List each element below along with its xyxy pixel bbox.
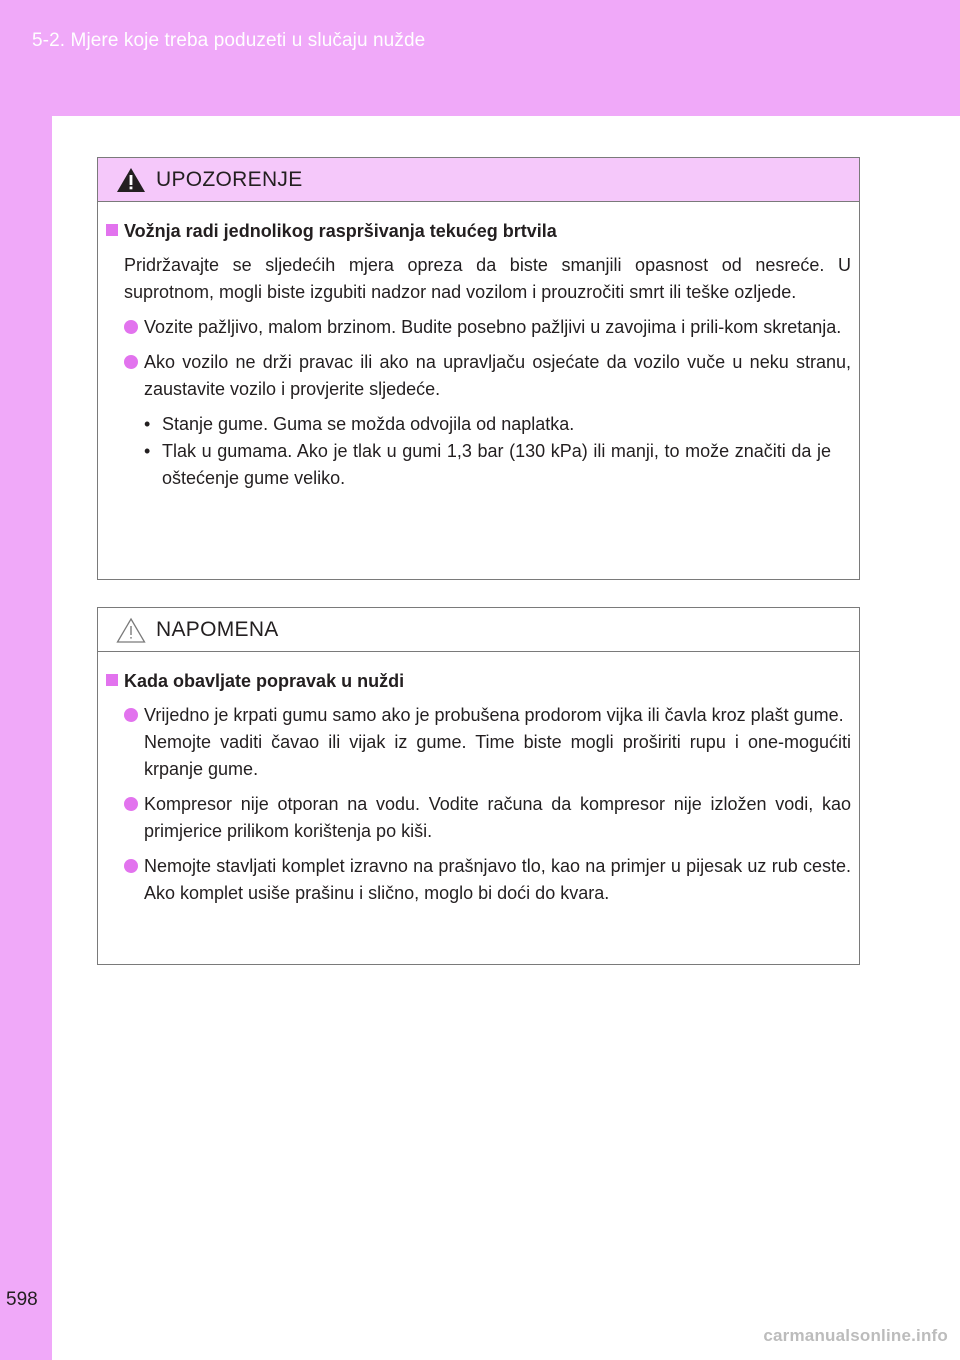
notice-box: [97, 607, 860, 965]
round-bullet-icon: [124, 320, 138, 334]
round-bullet-icon: [124, 708, 138, 722]
warning-triangle-filled-icon: [116, 167, 146, 193]
list-item-text: [144, 702, 851, 783]
notice-title: NAPOMENA: [156, 617, 279, 641]
square-bullet-icon: [106, 674, 118, 686]
list-item: [124, 791, 851, 845]
check-list-item-text: Tlak u gumama. Ako je tlak u gumi 1,3 bar (130 kPa) ili manji, to može značiti da je oštećenje gume veliko.: [162, 441, 831, 488]
check-list-item-text: Stanje gume. Guma se možda odvojila od naplatka.: [162, 414, 575, 434]
list-item: [124, 349, 851, 403]
list-item-text: Ako vozilo ne drži pravac ili ako na upravljaču osjećate da vozilo vuče u neku stranu, zaustavite vozilo i provjerite sljedeće.: [144, 352, 851, 399]
list-item: [124, 853, 851, 907]
warning-box: [97, 157, 860, 580]
notice-subheading-text: Kada obavljate popravak u nuždi: [124, 671, 405, 691]
check-list-item: [144, 411, 851, 438]
notice-body: [98, 652, 859, 907]
round-bullet-icon: [124, 355, 138, 369]
side-band: [0, 116, 52, 1360]
round-bullet-icon: [124, 859, 138, 873]
notice-box-header: [98, 608, 859, 652]
page-number: 598: [6, 1289, 38, 1310]
list-item-text: Vozite pažljivo, malom brzinom. Budite posebno pažljivi u zavojima i prili-kom skretanja.: [144, 317, 842, 337]
round-bullet-icon: [124, 797, 138, 811]
warning-box-header: [98, 158, 859, 202]
warning-subheading-text: Vožnja radi jednolikog raspršivanja tekućeg brtvila: [124, 221, 557, 241]
middle-dot-bullet: •: [144, 441, 151, 461]
section-title: 5-2. Mjere koje treba poduzeti u slučaju nužde: [32, 30, 426, 51]
header-band: [0, 0, 960, 116]
list-item-text: Kompresor nije otporan na vodu. Vodite računa da kompresor nije izložen vodi, kao primjerice prilikom korištenja po kiši.: [144, 794, 851, 841]
watermark: carmanualsonline.info: [763, 1326, 948, 1345]
check-list: [144, 411, 851, 492]
warning-title: UPOZORENJE: [156, 167, 303, 191]
check-list-item: [144, 438, 851, 492]
notice-subheading: [106, 668, 851, 694]
square-bullet-icon: [106, 224, 118, 236]
middle-dot-bullet: •: [144, 414, 151, 434]
warning-triangle-outline-icon: [116, 617, 146, 643]
warning-intro: Pridržavajte se sljedećih mjera opreza da biste smanjili opasnost od nesreće. U suprotnom, mogli biste izgubiti nadzor nad vozilom i prouzročiti smrt ili teške ozljede.: [124, 255, 851, 302]
list-item: [124, 314, 851, 341]
warning-subheading: [106, 218, 851, 244]
list-item-text: Nemojte stavljati komplet izravno na prašnjavo tlo, kao na primjer u pijesak uz rub ceste. Ako komplet usiše prašinu i slično, moglo bi doći do kvara.: [144, 856, 851, 903]
list-item-line: Vrijedno je krpati gumu samo ako je probušena prodorom vijka ili čavla kroz plašt gume.: [144, 705, 844, 725]
list-item: [124, 702, 851, 783]
list-item-line: Nemojte vaditi čavao ili vijak iz gume. Time biste mogli proširiti rupu i one-mogućiti krpanje gume.: [144, 732, 851, 779]
warning-body: [98, 202, 859, 492]
